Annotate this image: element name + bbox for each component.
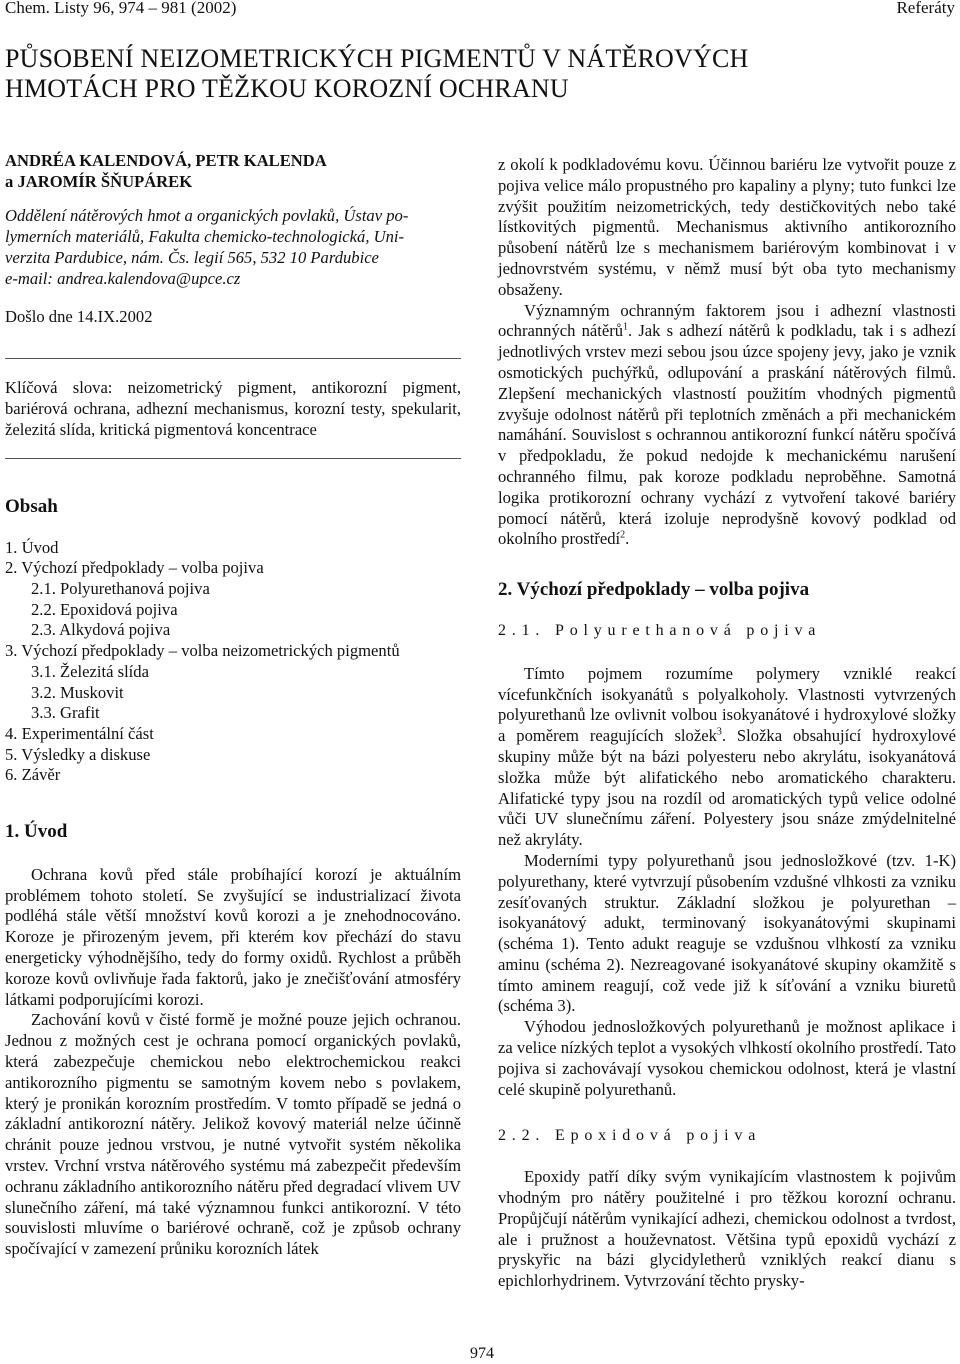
right-column bbox=[498, 155, 956, 1292]
section-1-paragraph-1: Ochrana kovů před stále probíhající korozí je aktuálním problémem tohoto století. Se zvyšující se industrializací života podléhá stále větší množství kovů korozi a je znehodnocováno. Koroze je přirozeným jevem, při kterém kov přechází do stavu energeticky výhodnějšího, tedy do formy oxidů. Rychlost a průběh koroze kovů ovlivňuje řada faktorů, jako je znečišťování atmosféry látkami podporujícími korozi. bbox=[5, 864, 461, 1009]
title-line-2: HMOTÁCH PRO TĚŽKOU KOROZNÍ OCHRANU bbox=[5, 74, 569, 103]
section-1-paragraph-2: Zachování kovů v čisté formě je možné pouze jejich ochranou. Jednou z možných cest je ochrana pomocí organických povlaků, která zabezpečuje chemickou nebo elektrochemickou reakci antikorozního pigmentu se samotným kovem nebo s povlakem, který je pronikán korozním prostředím. V tomto případě se jedná o základní antikorozní nátěry. Jelikož kovový materiál nelze účinně chránit pouze jednou vrstvou, je nutné vytvořit systém několika vrstev. Vrchní vrstva nátěrového systému má zabezpečit především ochranu základního antikorozního nátěru před degradací vlivem UV slunečního záření, má také významnou funkci antikorozní. V této souvislosti mluvíme o bariérové ochraně, což je způsob ochrany spočívající v zamezení průniku korozních látek bbox=[5, 1010, 461, 1259]
toc-item[interactable]: 2. Výchozí předpoklady – volba pojiva bbox=[5, 558, 264, 578]
article-title bbox=[5, 44, 955, 104]
page-number: 974 bbox=[470, 1345, 494, 1362]
toc-item[interactable]: 2.2. Epoxidová pojiva bbox=[31, 599, 178, 619]
toc-item[interactable]: 3.2. Muskovit bbox=[31, 682, 124, 702]
running-header bbox=[0, 0, 960, 22]
received-date: Došlo dne 14.IX.2002 bbox=[5, 307, 153, 326]
affiliation-line-1: Oddělení nátěrových hmot a organických povlaků, Ústav po- bbox=[5, 206, 409, 225]
subsection-2-1-paragraph-1: Tímto pojmem rozumíme polymery vzniklé reakcí vícefunkčních isokyanátů s polyalkoholy. Vlastnosti vytvrzených polyurethanů lze ovlivnit volbou isokyanátové i hydroxylové složky a poměrem reagujících složek$^3$. Složka obsahující hydroxylové skupiny může být na bázi polyesteru nebo akrylátu, isokyanátová složka může být alifatického nebo aromatického charakteru. Alifatické typy jsou na rozdíl od aromatických typů velice odolné vůči UV slunečnímu záření. Polyestery jsou snáze zmýdelnitelné než akryláty. bbox=[498, 663, 957, 850]
toc-item[interactable]: 6. Závěr bbox=[5, 765, 61, 785]
authors-line-2: a JAROMÍR ŠŇUPÁREK bbox=[5, 172, 193, 191]
subsection-2-2-heading: 2.2. Epoxidová pojiva bbox=[498, 1127, 762, 1145]
authors-line-1: ANDRÉA KALENDOVÁ, PETR KALENDA bbox=[5, 151, 327, 170]
section-1-heading: 1. Úvod bbox=[5, 821, 68, 843]
subsection-2-1-paragraph-3: Výhodou jednosložkových polyurethanů je možnost aplikace i za velice nízkých teplot a vysokých vlhkostí okolního prostředí. Tato pojiva si zachovávají vysokou chemickou odolnost, která je vlastní celé skupině polyurethanů. bbox=[498, 1017, 956, 1099]
citation-ref[interactable]: 2 bbox=[620, 529, 626, 541]
subsection-2-1-paragraph-2: Moderními typy polyurethanů jsou jednosložkové (tzv. 1-K) polyurethany, které vytvrzují působením vzdušné vlhkosti za vzniku zesíťovaných struktur. Základní složkou je polyurethan – isokyanátový adukt, terminovaný isokyanátovými skupinami (schéma 1). Tento adukt reaguje se vzdušnou vlhkostí za vzniku aminu (schéma 2). Nezreagované isokyanátové skupiny okamžitě s tímto aminem reagují, což vede již k síťování a vzniku biuretů (schéma 3). bbox=[498, 850, 956, 1016]
right-paragraph-2: Významným ochranným faktorem jsou i adhezní vlastnosti ochranných nátěrů$^1$. Jak s adhezí nátěrů k podkladu, tak i s adhezí jednotlivých vrstev mezi sebou jsou úzce spojeny jevy, jako je vznik osmotických puchýřků, odlupování a praskání nátěrových filmů. Zlepšení mechanických vlastností použitím vhodných pigmentů zvyšuje odolnost nátěrů při teplotních změnách a při mechanickém namáhání. Souvislost s ochrannou antikorozní funkcí nátěru spočívá v předpokladu, že pokud nedojde k mechanickému narušení ochranného filmu, pak koroze podkladu neproběhne. Samotná logika protikorozní ochrany vychází z vytvoření takové bariéry pomocí nátěrů, která izoluje neprodyšně kovový podklad od okolního prostředí$^2$. bbox=[498, 300, 956, 549]
article-category: Referáty bbox=[896, 0, 955, 17]
left-column bbox=[5, 150, 461, 1260]
affiliation-line-3: verzita Pardubice, nám. Čs. legií 565, 532 10 Pardubice bbox=[5, 248, 379, 267]
subsection-2-2-paragraph-1: Epoxidy patří díky svým vynikajícím vlastnostem k pojivům vhodným pro nátěry použitelné i pro těžkou korozní ochranu. Propůjčují nátěrům vynikající adhezi, chemickou odolnost a tvrdost, ale i pružnost a houževnatost. Většina typů epoxidů vychází z pryskyřic na bázi glycidyletherů vzniklých reakcí dianu s epichlorhydrinem. Vytvrzování těchto prysky- bbox=[498, 1167, 956, 1291]
toc-item[interactable]: 5. Výsledky a diskuse bbox=[5, 744, 151, 764]
section-2-heading: 2. Výchozí předpoklady – volba pojiva bbox=[498, 579, 810, 601]
affiliation bbox=[5, 205, 461, 289]
divider-bottom bbox=[5, 458, 461, 459]
toc-item[interactable]: 3.3. Grafit bbox=[31, 703, 100, 723]
citation-ref[interactable]: 3 bbox=[716, 726, 722, 738]
toc-item[interactable]: 4. Experimentální část bbox=[5, 723, 154, 743]
toc-item[interactable]: 3. Výchozí předpoklady – volba neizometrických pigmentů bbox=[5, 641, 400, 661]
author-email[interactable]: e-mail: andrea.kalendova@upce.cz bbox=[5, 269, 241, 288]
keywords: Klíčová slova: neizometrický pigment, antikorozní pigment, bariérová ochrana, adhezní mechanismus, korozní testy, spekularit, železitá slída, kritická pigmentová koncentrace bbox=[5, 377, 461, 439]
toc-item[interactable]: 3.1. Železitá slída bbox=[31, 661, 149, 681]
affiliation-line-2: lymerních materiálů, Fakulta chemicko-technologická, Uni- bbox=[5, 227, 405, 246]
toc-item[interactable]: 2.1. Polyurethanová pojiva bbox=[31, 579, 210, 598]
citation-ref[interactable]: 1 bbox=[623, 321, 629, 333]
divider-top bbox=[5, 358, 461, 359]
subsection-2-1-heading: 2.1. Polyurethanová pojiva bbox=[498, 621, 822, 639]
title-line-1: PŮSOBENÍ NEIZOMETRICKÝCH PIGMENTŮ V NÁTĚROVÝCH bbox=[5, 44, 749, 73]
right-paragraph-1: z okolí k podkladovému kovu. Účinnou bariéru lze vytvořit pouze z pojiva velice málo propustného pro kapaliny a plyny; tuto funkci lze zvýšit použitím neizometrických, tedy destičkovitých nebo také lístkovitých pigmentů. Mechanismus aktivního antikorozního působení nátěrů lze s mechanismem bariérovým kombinovat i v jednovrstvém systému, v němž musí být oba tyto mechanismy obsaženy. bbox=[498, 155, 956, 299]
journal-citation: Chem. Listy 96, 974 – 981 (2002) bbox=[5, 0, 237, 17]
toc-heading: Obsah bbox=[5, 495, 58, 517]
authors bbox=[5, 150, 461, 192]
table-of-contents bbox=[5, 538, 461, 786]
toc-item[interactable]: 2.3. Alkydová pojiva bbox=[31, 620, 171, 640]
toc-item[interactable]: 1. Úvod bbox=[5, 537, 59, 557]
